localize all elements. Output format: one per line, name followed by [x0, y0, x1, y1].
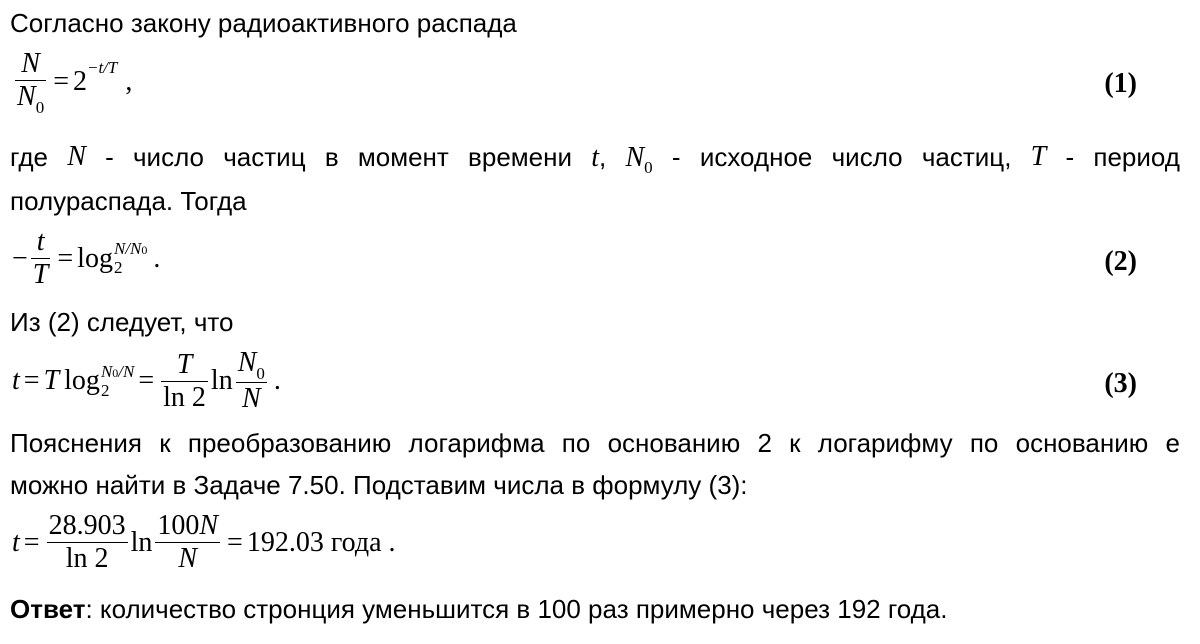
equals-sign: = [23, 526, 40, 558]
fraction-denominator: ln 2 [163, 381, 206, 413]
word: 2 [757, 428, 772, 458]
word: исходное [699, 142, 813, 172]
word: - [1065, 142, 1075, 172]
equation-4 [12, 510, 396, 575]
answer-text: : количество стронция уменьшится в 100 раз примерно через 192 года. [85, 594, 948, 624]
log-superscript [114, 240, 147, 259]
log-sup-text: N/N [113, 239, 142, 258]
fraction-numerator: 28.903 [48, 510, 126, 541]
ln-function: ln [210, 365, 233, 396]
equation-2-label: (2) [1104, 246, 1137, 277]
result-value: 192.03 года . [246, 526, 396, 558]
log-indices [114, 240, 147, 277]
word: времени [468, 142, 572, 172]
log-sup-a: N [100, 361, 113, 381]
word: к [789, 428, 801, 458]
word: е [1165, 428, 1180, 458]
explain-line-2: можно найти в Задаче 7.50. Подставим числа в формулу (3): [10, 470, 748, 500]
var-n0: N [625, 142, 645, 173]
word: число [831, 142, 903, 172]
word: логарифму [817, 428, 953, 458]
log-function: log [77, 242, 113, 274]
word: частиц, [921, 142, 1012, 172]
power-exponent: −t/T [86, 58, 118, 77]
equals-sign-2: = [227, 526, 243, 558]
eq1-tail: , [125, 66, 133, 97]
word: число [133, 142, 205, 172]
intro-text: Согласно закону радиоактивного распада [10, 8, 517, 38]
fraction-t-over-t [31, 226, 51, 291]
equation-1-label: (1) [1104, 68, 1137, 99]
num-var: N [237, 347, 257, 378]
log-sup-a-sub: 0 [112, 365, 119, 380]
fraction-denominator: N [178, 543, 198, 574]
word: Пояснения [10, 428, 143, 458]
var-n0-group [625, 142, 652, 176]
den-var: N [17, 81, 36, 112]
answer-line [10, 594, 948, 624]
word: по [561, 428, 591, 458]
var-t-period: T [43, 365, 60, 396]
word: - [105, 142, 114, 172]
where-line [10, 142, 1180, 176]
log-subscript: 2 [100, 380, 110, 400]
equation-3-label: (3) [1104, 368, 1137, 399]
num-number: 100 [157, 510, 200, 541]
eq2-tail: . [153, 242, 161, 274]
from-2-text: Из (2) следует, что [10, 307, 234, 337]
word: по [969, 428, 999, 458]
num-subscript: 0 [256, 364, 265, 383]
minus-sign: − [12, 242, 28, 274]
fraction-numerator: T [176, 348, 193, 380]
word: период [1093, 142, 1180, 172]
equals-sign: = [53, 66, 69, 97]
eq3-tail: . [273, 365, 281, 396]
var-n: N [67, 141, 86, 172]
fraction-denominator: N [241, 383, 261, 414]
fraction-numerator: N [21, 48, 40, 79]
word: основанию [607, 428, 741, 458]
word: частиц [223, 142, 306, 172]
den-subscript: 0 [35, 98, 45, 117]
log-sup-b: /N [118, 361, 135, 381]
word: в [324, 142, 339, 172]
fraction-numerator [236, 347, 267, 382]
where-line-2: полураспада. Тогда [10, 186, 247, 216]
var-t-group [591, 142, 606, 176]
explain-line-1 [10, 428, 1180, 458]
ln-function: ln [130, 526, 153, 558]
word: к [159, 428, 171, 458]
word: преобразованию [187, 428, 392, 458]
comma: , [599, 142, 607, 172]
var-t-period: T [1030, 141, 1047, 172]
power-base: 2 [72, 66, 87, 97]
word: основанию [1015, 428, 1149, 458]
equals-sign: = [57, 242, 74, 274]
fraction-numerator: t [36, 226, 45, 257]
fraction-denominator [15, 81, 46, 116]
equation-1 [12, 48, 132, 116]
log-sup-subscript: 0 [141, 243, 148, 257]
var-t: t [12, 526, 20, 558]
fraction-numerator [155, 510, 220, 542]
word: - [671, 142, 681, 172]
fraction-period-over-ln2 [47, 510, 128, 575]
answer-label: Ответ [10, 594, 86, 624]
fraction-t-over-ln2 [161, 349, 208, 414]
equation-2 [12, 226, 160, 291]
fraction-denominator: T [32, 259, 49, 290]
log-function: log [64, 365, 100, 396]
log-subscript: 2 [113, 258, 123, 277]
var-t: t [12, 365, 20, 396]
num-var: N [199, 510, 219, 541]
log-superscript [101, 363, 134, 382]
log-indices [101, 363, 134, 400]
fraction-denominator: ln 2 [65, 543, 109, 574]
var-t: t [591, 142, 600, 173]
equals-sign: = [23, 365, 40, 396]
fraction-n0-over-n [236, 347, 267, 415]
word: момент [357, 142, 449, 172]
equation-3 [12, 347, 281, 415]
word: логарифма [408, 428, 545, 458]
equals-sign-2: = [138, 365, 155, 396]
fraction-100n-over-n [155, 510, 220, 575]
fraction-n-over-n0 [15, 48, 46, 116]
var-n0-subscript: 0 [644, 158, 653, 177]
word: где [10, 142, 48, 172]
